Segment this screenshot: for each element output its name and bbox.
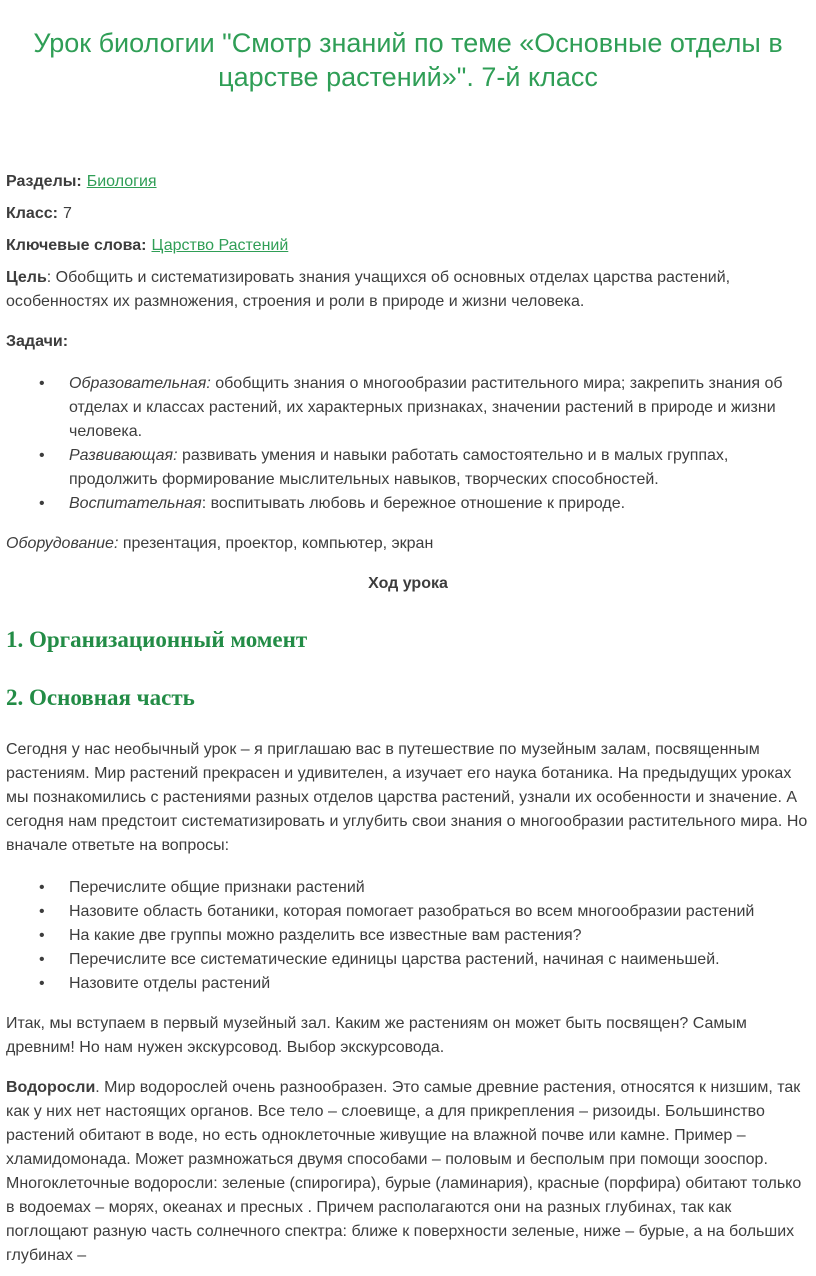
question-item: • Перечислите общие признаки растений — [69, 876, 810, 900]
goal-paragraph — [6, 266, 810, 314]
equipment-paragraph — [6, 532, 810, 556]
museum-paragraph: Итак, мы вступаем в первый музейный зал. Каким же растениям он может быть посвящен? Самым древним! Но нам нужен экскурсовод. Выбор экскурсовода. — [6, 1015, 747, 1056]
keywords-link-plant-kingdom[interactable]: Царство Растений — [151, 237, 289, 254]
task-term: Образовательная: — [69, 375, 211, 392]
equipment-term: Оборудование: — [6, 535, 119, 552]
question-item: • Перечислите все систематические единицы царства растений, начиная с наименьшей. — [69, 948, 810, 972]
question-item: • Назовите отделы растений — [69, 972, 810, 996]
task-text: развивать умения и навыки работать самостоятельно и в малых группах, продолжить формирование мыслительных навыков, творческих способностей. — [69, 447, 729, 488]
meta-row-grade — [6, 202, 810, 226]
task-text: : воспитывать любовь и бережное отношение к природе. — [201, 495, 626, 512]
section-1-heading: 1. Организационный момент — [6, 627, 308, 652]
question-item: • Назовите область ботаники, которая помогает разобраться во всем многообразии растений — [69, 900, 810, 924]
grade-value: 7 — [62, 205, 72, 222]
goal-text: : Обобщить и систематизировать знания учащихся об основных отделах царства растений, особенностях их размножения, строения и роли в природе и жизни человека. — [6, 269, 731, 310]
task-item-educational — [69, 372, 810, 444]
meta-row-sections — [6, 170, 810, 194]
course-heading: Ход урока — [368, 575, 448, 592]
tasks-list — [6, 372, 810, 516]
algae-paragraph — [6, 1076, 810, 1268]
meta-label-sections: Разделы: — [6, 173, 82, 190]
algae-term: Водоросли — [6, 1079, 96, 1096]
algae-text: . Мир водорослей очень разнообразен. Это самые древние растения, относятся к низшим, так как у них нет настоящих органов. Все тело – слоевище, а для прикрепления – ризоиды. Большинство растений обитают в воде, но есть одноклеточные живущие на влажной почве или камне. Пример – хламидомонада. Может размножаться двумя способами – половым и бесполым при помощи зооспор. Многоклеточные водоросли: зеленые (спирогира), бурые (ламинария), красные (порфира) обитают только в водоемах – морях, океанах и пресных . Причем располагаются они на разных глубинах, так как поглощают разную часть солнечного спектра: ближе к поверхности зеленые, ниже – бурые, а на больших глубинах – — [6, 1079, 802, 1264]
meta-label-keywords: Ключевые слова: — [6, 237, 147, 254]
equipment-text: презентация, проектор, компьютер, экран — [118, 535, 434, 552]
meta-row-keywords — [6, 234, 810, 258]
goal-term: Цель — [6, 269, 47, 286]
task-term: Развивающая: — [69, 447, 178, 464]
task-item-upbringing — [69, 492, 810, 516]
section-2-heading: 2. Основная часть — [6, 685, 195, 710]
intro-paragraph: Сегодня у нас необычный урок – я приглашаю вас в путешествие по музейным залам, посвященным растениям. Мир растений прекрасен и удивителен, а изучает его наука ботаника. На предыдущих уроках мы познакомились с растениями разных отделов царства растений, узнали их особенности и значение. А сегодня нам предстоит систематизировать и углубить свои знания о многообразии растительного мира. Но вначале ответьте на вопросы: — [6, 741, 808, 854]
question-item: • На какие две группы можно разделить все известные вам растения? — [69, 924, 810, 948]
task-text: обобщить знания о многообразии растительного мира; закрепить знания об отделах и классах растений, их характерных признаках, значении растений в природе и жизни человека. — [69, 375, 783, 440]
task-item-developmental — [69, 444, 810, 492]
page-title: Урок биологии "Смотр знаний по теме «Основные отделы в царстве растений»". 7-й класс — [33, 28, 783, 92]
questions-list — [6, 876, 810, 996]
task-term: Воспитательная — [69, 495, 202, 512]
tasks-heading: Задачи: — [6, 333, 69, 350]
sections-link-biology[interactable]: Биология — [86, 173, 157, 190]
meta-label-grade: Класс: — [6, 205, 58, 222]
